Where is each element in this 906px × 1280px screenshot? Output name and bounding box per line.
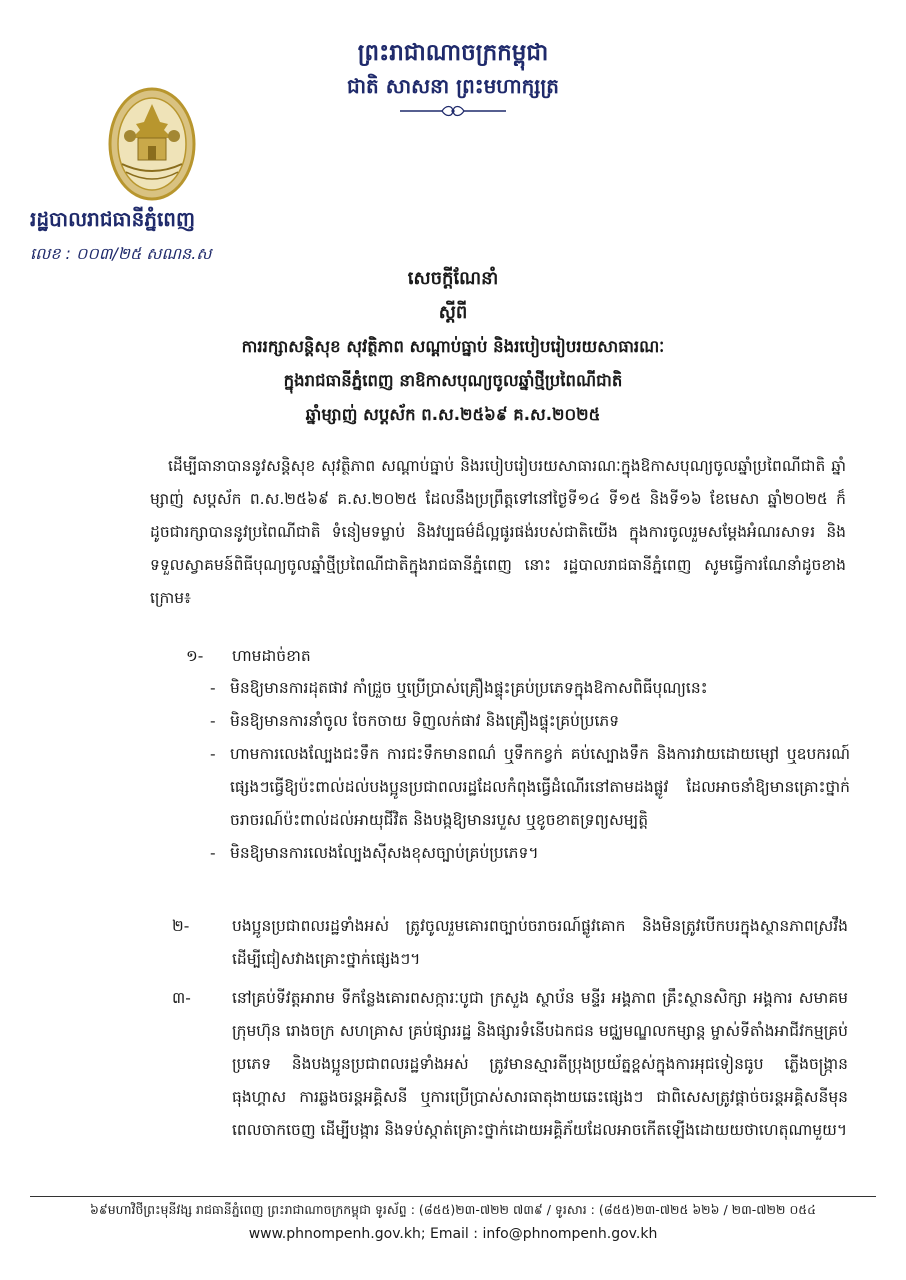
item-1-title: ហាមដាច់ខាត (232, 647, 311, 665)
list-item (210, 672, 850, 705)
title-line-3: ការរក្សាសន្តិសុខ សុវត្ថិភាព សណ្តាប់ធ្នាប់ និងរបៀបរៀបរយសាធារណៈ (241, 337, 665, 356)
item-1-number: ១- (186, 647, 204, 665)
title-line-5: ឆ្នាំម្សាញ់ សប្តស័ក ព.ស.២៥៦៩ គ.ស.២០២៥ (305, 405, 601, 424)
footer-address: ៦៩មហាវិថីព្រះមុនីវង្ស រាជធានីភ្នំពេញ ព្រះរាជាណាចក្រកម្ពុជា ទូរស័ព្ទ : (៨៥៥)២៣-៧២២ ៧៣៩ / ទូរសារ : (៨៥៥)២៣-៧២៥ ៦២៦ / ២៣-៧២២ ០៥៤ (90, 1202, 816, 1217)
item-2-number: ២- (172, 917, 190, 935)
bullet-text: ហាមការលេងល្បែងជះទឹក ការជះទឹកមានពណ៌ ឬទឹកកខ្វក់ គប់ស្បោងទឹក និងការវាយដោយម្សៅ ឬឧបករណ៍ផ្សេងៗធ្វើឱ្យប៉ះពាល់ដល់បងប្អូនប្រជាពលរដ្ឋដែលកំពុងធ្វើដំណើរនៅតាមដងផ្លូវ ដែលអាចនាំឱ្យមានគ្រោះថ្នាក់ចរាចរណ៍ប៉ះពាល់ដល់អាយុជីវិត និងបង្កឱ្យមានរបួស ឬខូចខាតទ្រព្យសម្បត្តិ (230, 745, 850, 829)
item-3-number: ៣- (172, 989, 191, 1007)
flourish-ornament-icon (398, 104, 508, 118)
bullet-text: មិនឱ្យមានការនាំចូល ចែកចាយ ទិញលក់ផាវ និងគ្រឿងផ្ទុះគ្រប់ប្រភេទ (230, 712, 620, 730)
bullet-text: មិនឱ្យមានការលេងល្បែងស៊ីសងខុសច្បាប់គ្រប់ប្រភេទ។ (230, 844, 539, 862)
item-1-bullet-list (210, 672, 850, 870)
list-item (210, 738, 850, 837)
phnom-penh-seal-icon (108, 86, 196, 204)
bullet-dash: - (210, 844, 216, 862)
document-title (0, 262, 906, 432)
item-3-text: នៅគ្រប់ទីវត្តអារាម ទីកន្លែងគោរពសក្ការៈបូជា ក្រសួង ស្ថាប័ន មន្ទីរ អង្គភាព គ្រឹះស្ថានសិក្សា អង្គការ សមាគម ក្រុមហ៊ុន រោងចក្រ សហគ្រាស គ្រប់ផ្សាររដ្ឋ និងផ្សារទំនើបឯកជន មជ្ឈមណ្ឌលកម្សាន្ត ម្ចាស់ទីតាំងអាជីវកម្មគ្រប់ប្រភេទ និងបងប្អូនប្រជាពលរដ្ឋទាំងអស់ ត្រូវមានស្មារតីប្រុងប្រយ័ត្នខ្ពស់ក្នុងការអុជទៀនធូប ភ្លើងចង្ក្រាន ធុងហ្គាស ការឆ្លងចរន្តអគ្គិសនី ឬការប្រើប្រាស់សារធាតុងាយឆេះផ្សេងៗ ជាពិសេសត្រូវផ្តាច់ចរន្តអគ្គិសនីមុនពេលចាកចេញ ដើម្បីបង្ការ និងទប់ស្កាត់គ្រោះថ្នាក់ដោយអគ្គិភ័យដែលអាចកើតឡើងដោយយថាហេតុណាមួយ។ (232, 989, 848, 1139)
title-line-2: ស្តីពី (438, 302, 468, 323)
footer-divider (30, 1196, 876, 1197)
title-line-1: សេចក្តីណែនាំ (407, 268, 499, 289)
footer-contact: www.phnompenh.gov.kh; Email : info@phnompenh.gov.kh (248, 1226, 658, 1242)
list-item (210, 705, 850, 738)
national-motto: ជាតិ សាសនា ព្រះមហាក្សត្រ (347, 74, 559, 98)
bullet-dash: - (210, 712, 216, 730)
list-item (210, 837, 850, 870)
kingdom-name: ព្រះរាជាណាចក្រកម្ពុជា (357, 40, 549, 66)
reference-number: លេខ : ០០៣/២៥ សណន.ស (30, 244, 212, 263)
bullet-dash: - (210, 679, 216, 697)
item-2-text: បងប្អូនប្រជាពលរដ្ឋទាំងអស់ ត្រូវចូលរួមគោរពច្បាប់ចរាចរណ៍ផ្លូវគោក និងមិនត្រូវបើកបរក្នុងស្ថានភាពស្រវឹង ដើម្បីជៀសវាងគ្រោះថ្នាក់ផ្សេងៗ។ (232, 917, 848, 968)
intro-paragraph: ដើម្បីធានាបាននូវសន្តិសុខ សុវត្ថិភាព សណ្តាប់ធ្នាប់ និងរបៀបរៀបរយសាធារណៈក្នុងឱកាសបុណ្យចូលឆ្នាំប្រពៃណីជាតិ ឆ្នាំម្សាញ់ សប្តស័ក ព.ស.២៥៦៩ គ.ស.២០២៥ ដែលនឹងប្រព្រឹត្តទៅនៅថ្ងៃទី១៤ ទី១៥ និងទី១៦ ខែមេសា ឆ្នាំ២០២៥ ក៏ដូចជារក្សាបាននូវប្រពៃណីជាតិ ទំនៀមទម្លាប់ និងវប្បធម៌ដ៏ល្អផូរផង់របស់ជាតិយើង ក្នុងការចូលរួមសម្តែងអំណរសាទរ និងទទួលស្វាគមន៍ពិធីបុណ្យចូលឆ្នាំថ្មីប្រពៃណីជាតិក្នុងរាជធានីភ្នំពេញ នោះ រដ្ឋបាលរាជធានីភ្នំពេញ សូមធ្វើការណែនាំដូចខាងក្រោម៖ (150, 457, 846, 607)
bullet-text: មិនឱ្យមានការដុតផាវ កាំជ្រួច ឬប្រើប្រាស់គ្រឿងផ្ទុះគ្រប់ប្រភេទក្នុងឱកាសពិធីបុណ្យនេះ (230, 679, 708, 697)
issuing-authority: រដ្ឋបាលរាជធានីភ្នំពេញ (30, 207, 196, 231)
bullet-dash: - (210, 745, 216, 763)
title-line-4: ក្នុងរាជធានីភ្នំពេញ នាឱកាសបុណ្យចូលឆ្នាំថ្មីប្រពៃណីជាតិ (283, 371, 623, 390)
